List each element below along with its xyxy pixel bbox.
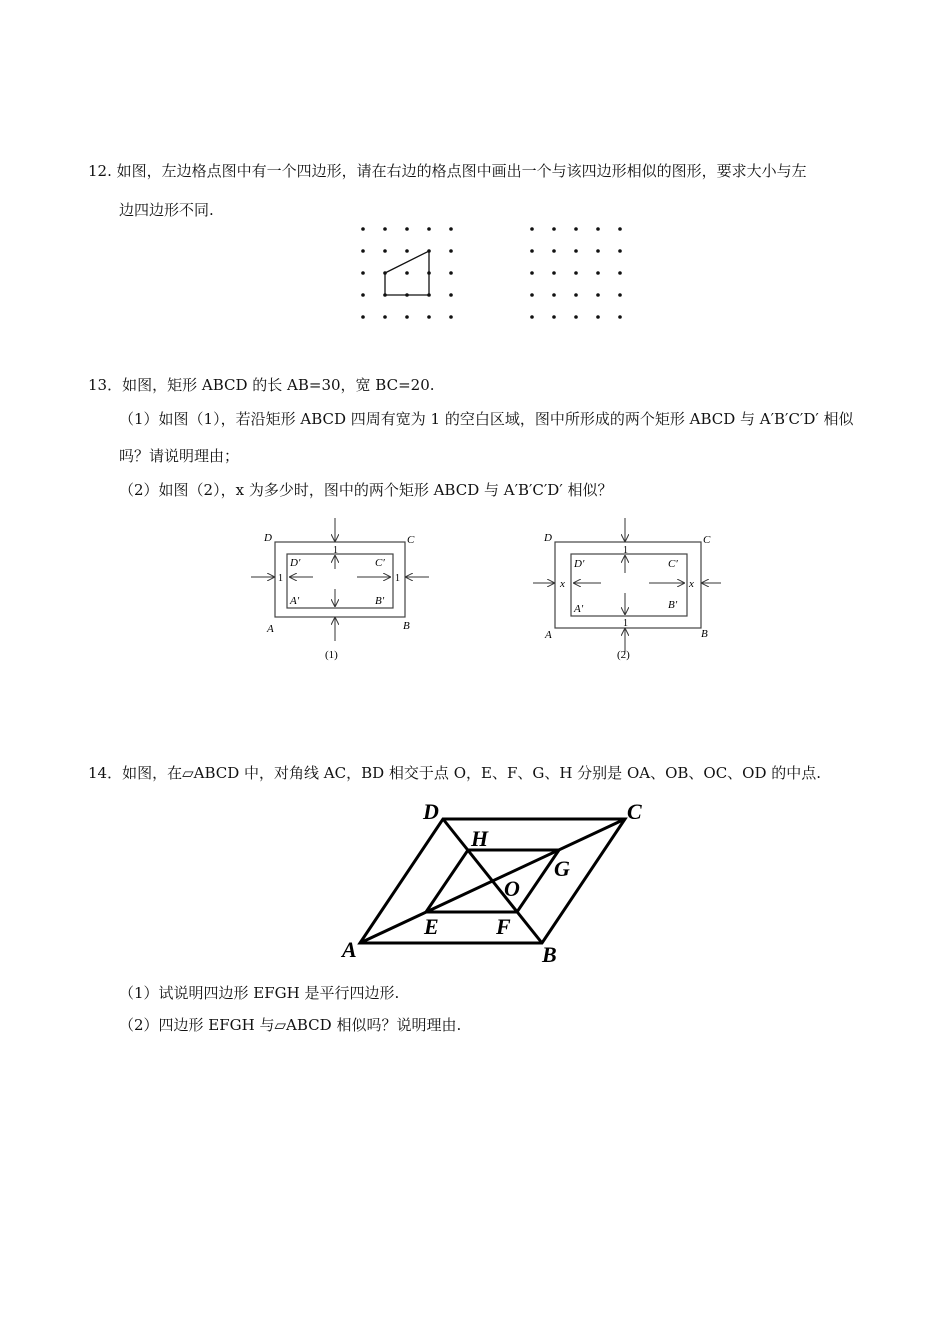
label-A-prime: A′ — [290, 595, 300, 607]
grid-dot — [552, 249, 556, 253]
grid-dot — [596, 271, 600, 275]
label-A: A — [267, 623, 274, 635]
grid-dot — [574, 271, 578, 275]
label-B: B — [403, 620, 410, 632]
q13-line-4: （2）如图（2），x 为多少时，图中的两个矩形 ABCD 与 A′B′C′D′ 相似？ — [119, 481, 613, 499]
q14-line-1: 14．如图，在▱ABCD 中，对角线 AC，BD 相交于点 O，E、F、G、H 分别是 OA、OB、OC、OD 的中点. — [88, 764, 822, 782]
grid-dot — [449, 249, 453, 253]
q13-line-1: 13．如图，矩形 ABCD 的长 AB=30，宽 BC=20. — [88, 376, 435, 394]
q14-sub-1: （1）试说明四边形 EFGH 是平行四边形. — [119, 984, 400, 1002]
label-bottom-width: 1 — [623, 618, 628, 629]
label-G: G — [554, 856, 570, 881]
grid-dot — [596, 227, 600, 231]
q13-line-2: （1）如图（1），若沿矩形 ABCD 四周有宽为 1 的空白区域，图中所形成的两个矩形 ABCD 与 A′B′C′D′ 相似 — [119, 410, 854, 428]
label-left-width: 1 — [278, 573, 283, 584]
label-D: D — [264, 532, 272, 544]
label-C: C — [703, 534, 711, 546]
grid-dot — [618, 271, 622, 275]
grid-dot — [405, 271, 409, 275]
grid-dot — [530, 293, 534, 297]
label-A: A — [342, 937, 357, 962]
grid-dot — [552, 315, 556, 319]
q12-line-2: 边四边形不同. — [119, 201, 214, 219]
q13-line-3: 吗？请说明理由； — [119, 447, 240, 465]
grid-dot — [574, 293, 578, 297]
label-C: C — [407, 534, 415, 546]
q14-sub-2: （2）四边形 EFGH 与▱ABCD 相似吗？说明理由. — [119, 1016, 462, 1034]
grid-dot — [574, 315, 578, 319]
grid-dot — [618, 293, 622, 297]
grid-dot — [405, 227, 409, 231]
grid-dot — [552, 227, 556, 231]
outer-rectangle — [555, 542, 701, 628]
q12-line-1: 12. 如图，左边格点图中有一个四边形，请在右边的格点图中画出一个与该四边形相似的图形，要求大小与左 — [88, 162, 807, 180]
grid-dot — [596, 249, 600, 253]
q12-dot-grids — [355, 222, 635, 326]
label-right-x: x — [689, 578, 694, 590]
label-A: A — [545, 629, 552, 641]
grid-dot — [361, 249, 365, 253]
grid-dot — [383, 315, 387, 319]
grid-dot — [383, 249, 387, 253]
grid-dot — [449, 227, 453, 231]
label-D: D — [544, 532, 552, 544]
label-right-width: 1 — [395, 573, 400, 584]
grid-dot — [552, 293, 556, 297]
label-top-width: 1 — [623, 545, 628, 556]
label-top-width: 1 — [333, 545, 338, 556]
q13-figure-1 — [245, 515, 435, 665]
label-D-prime: D′ — [574, 558, 585, 570]
grid-dot — [596, 315, 600, 319]
grid-dot — [449, 271, 453, 275]
grid-dot — [574, 249, 578, 253]
label-D: D — [423, 799, 439, 824]
label-F: F — [496, 914, 511, 939]
left-dot-grid — [361, 227, 453, 319]
label-C-prime: C′ — [375, 557, 385, 569]
grid-dot — [361, 315, 365, 319]
label-B: B — [542, 942, 557, 967]
label-B-prime: B′ — [375, 595, 385, 607]
grid-dot — [361, 271, 365, 275]
figure-2-caption: (2) — [617, 649, 630, 661]
grid-dot — [427, 315, 431, 319]
label-H: H — [471, 826, 489, 851]
grid-dot — [530, 315, 534, 319]
label-O: O — [504, 876, 520, 901]
grid-dot — [618, 227, 622, 231]
right-dot-grid — [530, 227, 622, 319]
label-B: B — [701, 628, 708, 640]
grid-dot — [427, 227, 431, 231]
grid-dot — [405, 315, 409, 319]
label-E: E — [424, 914, 439, 939]
label-A-prime: A′ — [574, 603, 584, 615]
grid-dot — [618, 315, 622, 319]
grid-dot — [530, 249, 534, 253]
label-D-prime: D′ — [290, 557, 301, 569]
grid-dot — [530, 271, 534, 275]
grid-dot — [596, 293, 600, 297]
label-B-prime: B′ — [668, 599, 678, 611]
label-left-x: x — [560, 578, 565, 590]
grid-dot — [449, 293, 453, 297]
grid-dot — [552, 271, 556, 275]
diagonal-BD — [443, 819, 542, 943]
grid-dot — [383, 227, 387, 231]
grid-dot — [405, 249, 409, 253]
grid-dot — [530, 227, 534, 231]
grid-dot — [618, 249, 622, 253]
label-C-prime: C′ — [668, 558, 678, 570]
q14-parallelogram-figure — [335, 795, 655, 970]
q13-figure-2 — [525, 515, 725, 665]
grid-dot — [449, 315, 453, 319]
label-C: C — [627, 799, 642, 824]
grid-dot — [361, 293, 365, 297]
grid-dot — [361, 227, 365, 231]
grid-dot — [574, 227, 578, 231]
figure-1-caption: (1) — [325, 649, 338, 661]
